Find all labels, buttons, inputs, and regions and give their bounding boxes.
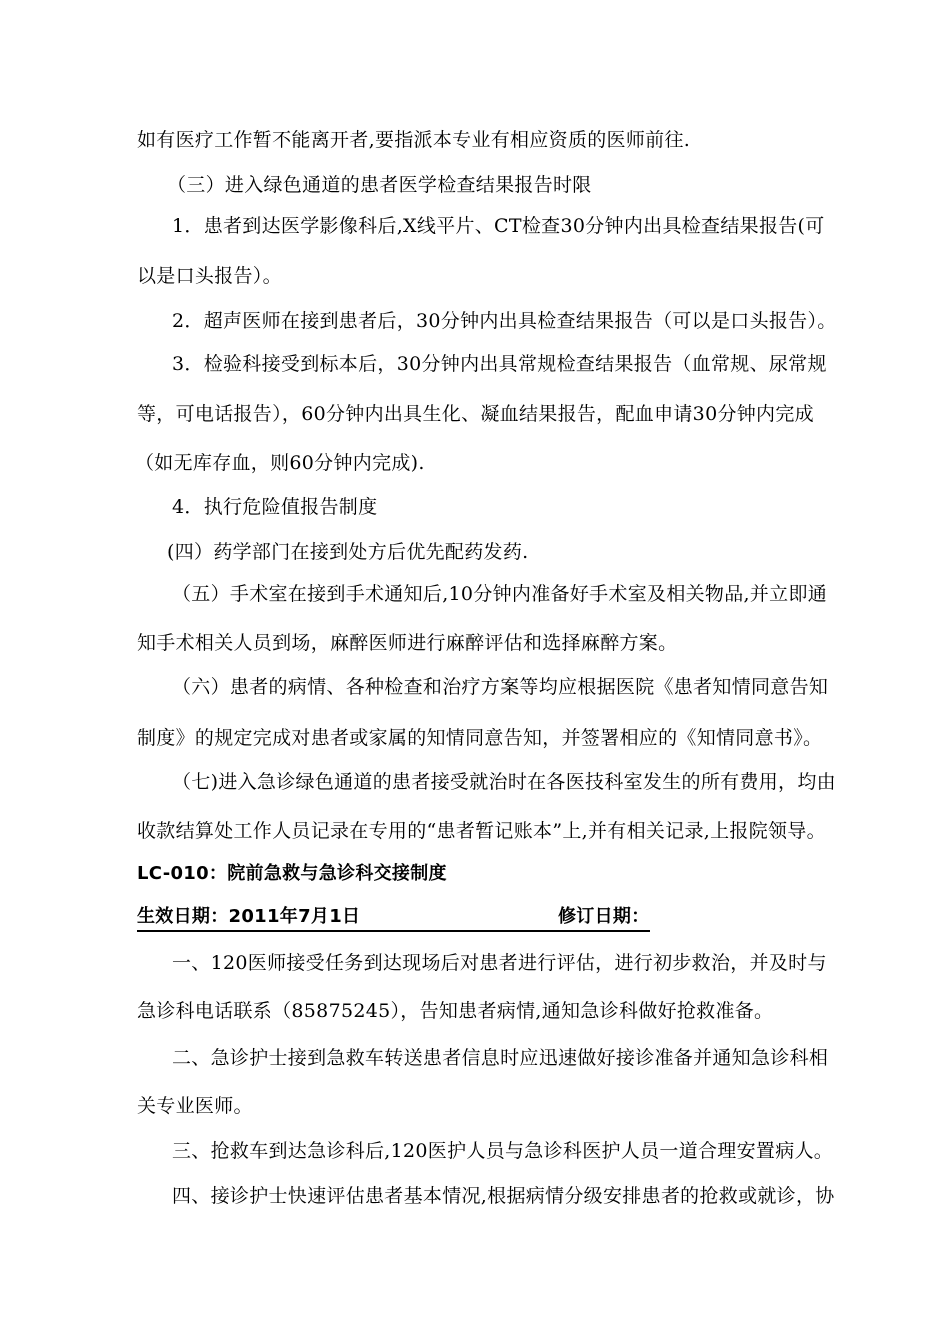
body-line: 四、接诊护士快速评估患者基本情况,根据病情分级安排患者的抢救或就诊，协 (172, 1185, 835, 1207)
body-line: 2．超声医师在接到患者后，30分钟内出具检查结果报告（可以是口头报告）。 (172, 310, 837, 332)
section-heading: （五）手术室在接到手术通知后,10分钟内准备好手术室及相关物品,并立即通 (172, 583, 828, 605)
body-line: 急诊科电话联系（85875245），告知患者病情,通知急诊科做好抢救准备。 (137, 1000, 774, 1022)
body-line: 以是口头报告）。 (137, 265, 282, 287)
body-line: 等，可电话报告），60分钟内出具生化、凝血结果报告，配血申请30分钟内完成 (137, 403, 814, 425)
body-line: 1．患者到达医学影像科后,X线平片、CT检查30分钟内出具检查结果报告(可 (172, 215, 825, 237)
body-line: 一、120医师接受任务到达现场后对患者进行评估，进行初步救治，并及时与 (172, 952, 827, 974)
body-line: 制度》的规定完成对患者或家属的知情同意告知，并签署相应的《知情同意书》。 (137, 727, 823, 749)
section-heading: （六）患者的病情、各种检查和治疗方案等均应根据医院《患者知情同意告知 (172, 676, 829, 698)
revision-date: 修订日期： (558, 906, 650, 927)
body-line: （如无库存血，则60分钟内完成). (135, 452, 425, 474)
body-line: 4．执行危险值报告制度 (172, 496, 378, 518)
section-heading: （七)进入急诊绿色通道的患者接受就治时在各医技科室发生的所有费用，均由 (172, 771, 836, 793)
date-underline (137, 930, 650, 932)
body-line: 3．检验科接受到标本后，30分钟内出具常规检查结果报告（血常规、尿常规 (172, 353, 827, 375)
effective-date: 生效日期：2011年7月1日 (137, 906, 361, 927)
body-line: 收款结算处工作人员记录在专用的“患者暂记账本”上,并有相关记录,上报院领导。 (137, 820, 826, 842)
section-heading: （三）进入绿色通道的患者医学检查结果报告时限 (167, 174, 592, 196)
body-line: 如有医疗工作暂不能离开者,要指派本专业有相应资质的医师前往. (137, 129, 691, 151)
body-line: 三、抢救车到达急诊科后,120医护人员与急诊科医护人员一道合理安置病人。 (172, 1140, 834, 1162)
section-heading: (四）药学部门在接到处方后优先配药发药. (167, 541, 529, 563)
document-title: LC-010：院前急救与急诊科交接制度 (137, 863, 447, 884)
body-line: 二、急诊护士接到急救车转送患者信息时应迅速做好接诊准备并通知急诊科相 (172, 1047, 829, 1069)
body-line: 关专业医师。 (137, 1095, 253, 1117)
body-line: 知手术相关人员到场，麻醉医师进行麻醉评估和选择麻醉方案。 (137, 632, 678, 654)
